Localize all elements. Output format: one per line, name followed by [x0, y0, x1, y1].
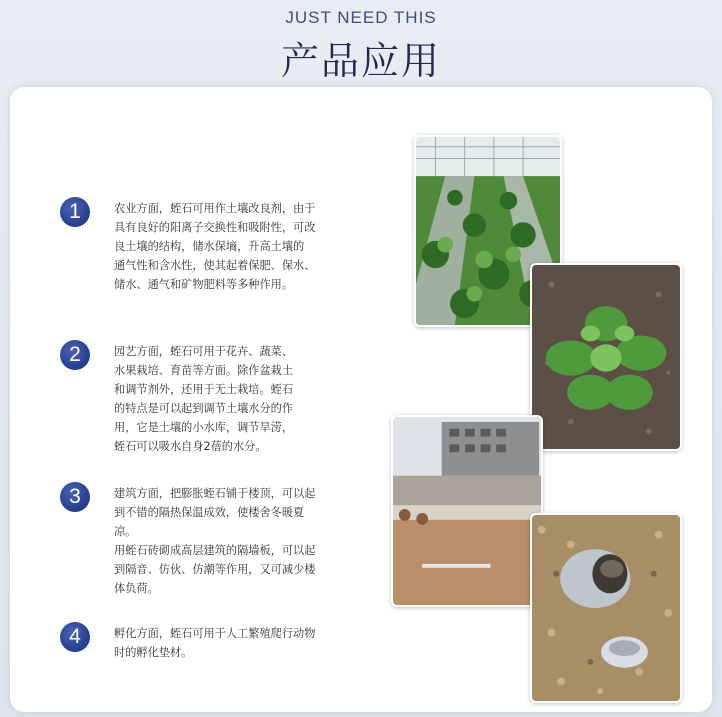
page-title: 产品应用 [280, 39, 441, 83]
number-badge: 1 [60, 197, 90, 227]
item-text: 园艺方面，蛭石可用于花卉、蔬菜、 水果栽培、育苗等方面。除作盆栽土 和调节剂外，还用于无土栽培。蛭石 的特点是可以起到调节土壤水分的作 用，它是土壤的小水库，调节旱涝， 蛭石可以吸水自身2蓓的水分。 [114, 345, 294, 453]
rooftop-photo [391, 415, 543, 607]
heading-english: JUST NEED THIS [285, 8, 437, 27]
item-text: 建筑方面，把膨胀蛭石铺于楼顶，可以起 到不错的隔热保温成效，使楼舍冬暖夏 凉。 用蛭石砖砌成高层建筑的隔墙板，可以起 到隔音、仿伙、仿潮等作用，又可减少楼 体负荷。 [114, 487, 316, 595]
item-text: 农业方面，蛭石可用作土壤改良剂，由于 具有良好的阳离子交换性和吸附性，可改 良土壤的结构，储水保墒，升高土壤的 通气性和含水性，使其起着保肥、保水、 储水、通气和矿物肥料等多种作用。 [114, 202, 316, 291]
seedling-photo [530, 263, 682, 451]
number-badge: 3 [60, 482, 90, 512]
content-card [10, 87, 712, 712]
number-badge: 2 [60, 340, 90, 370]
item-text: 孵化方面，蛭石可用于人工繁殖爬行动物 时的孵化垫材。 [114, 627, 316, 659]
hatching-egg-photo [530, 513, 682, 703]
number-badge: 4 [60, 622, 90, 652]
section-heading [0, 8, 722, 85]
